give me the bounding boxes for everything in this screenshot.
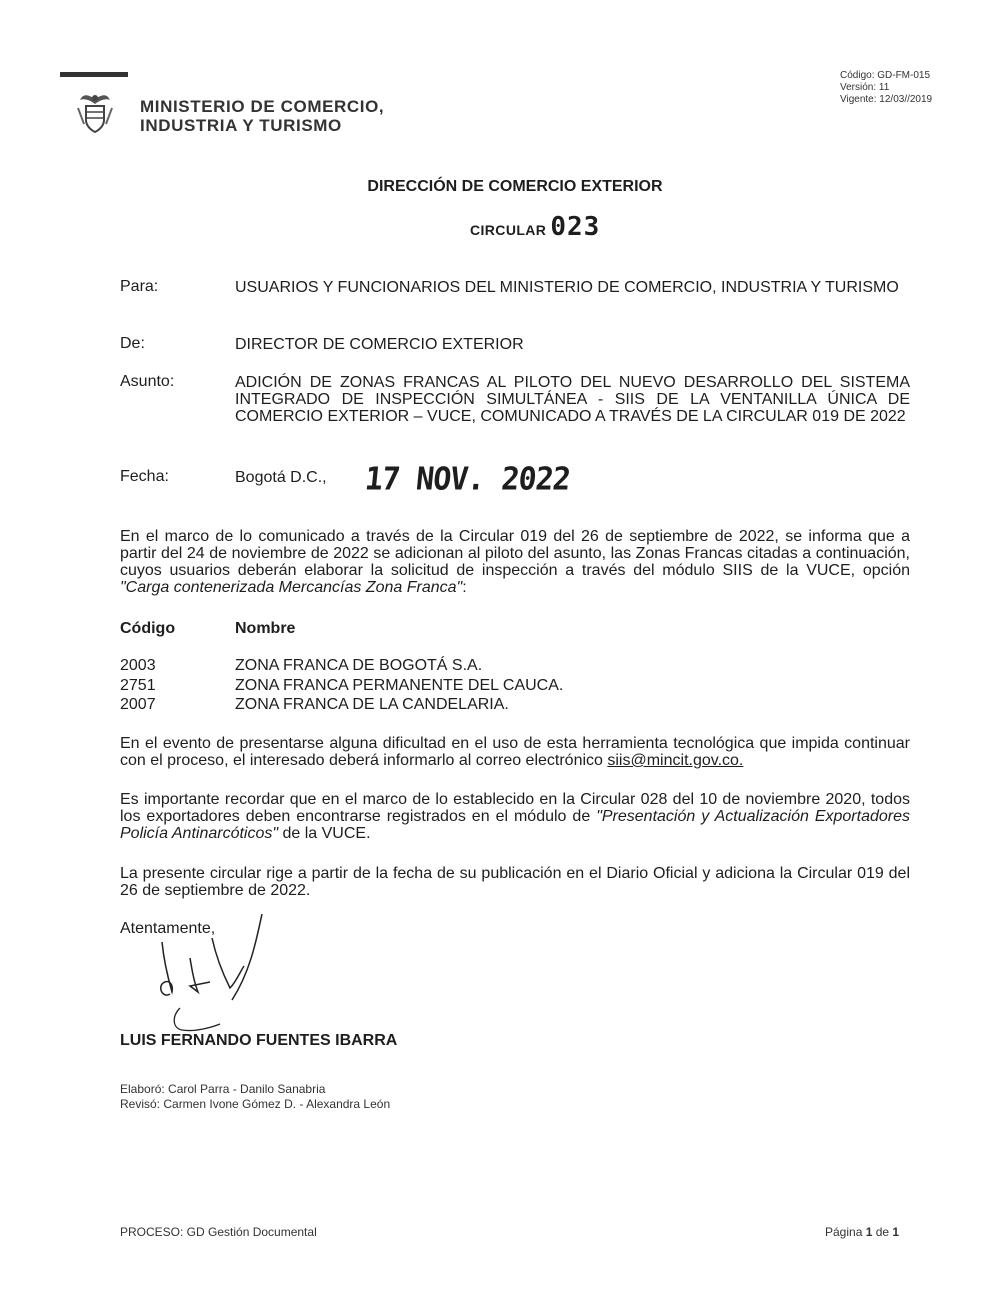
- table-row: [120, 677, 563, 694]
- prepared-by: Elaboró: Carol Parra - Danilo Sanabria: [120, 1082, 326, 1096]
- circular-number: 023: [550, 212, 601, 242]
- circular-heading: [470, 212, 600, 242]
- page-total: 1: [892, 1225, 900, 1239]
- paragraph-support-text: En el evento de presentarse alguna dificultad en el uso de esta herramienta tecnológica que impida continuar con el proceso, el interesado deberá informarlo al correo electrónico: [120, 735, 910, 769]
- handwritten-signature: [150, 912, 280, 1042]
- zone-code: 2003: [120, 657, 156, 674]
- zone-code: 2751: [120, 677, 156, 694]
- date-stamp: 17 NOV. 2022: [363, 461, 572, 498]
- paragraph-support: [120, 735, 910, 769]
- footer-page-number: [825, 1225, 899, 1239]
- fecha-label: Fecha:: [120, 468, 169, 485]
- support-email-link[interactable]: siis@mincit.gov.co.: [607, 752, 744, 769]
- paragraph-validity: La presente circular rige a partir de la fecha de su publicación en el Diario Oficial y adiciona la Circular 019 del 26 de septiembre de 2022.: [120, 865, 910, 899]
- paragraph-intro: [120, 528, 910, 596]
- paragraph-reminder-end: de la VUCE.: [278, 825, 371, 842]
- table-row: [120, 657, 482, 674]
- doc-valid-date: Vigente: 12/03//2019: [840, 94, 933, 105]
- zones-table-header: [120, 620, 295, 637]
- paragraph-intro-end: :: [462, 579, 467, 596]
- table-row: [120, 696, 509, 713]
- ministry-name: [140, 97, 384, 135]
- paragraph-reminder-text: Es importante recordar que en el marco de lo establecido en la Circular 028 del 10 de noviembre 2020, todos los exportadores deben encontrarse registrados en el módulo de: [120, 791, 910, 825]
- zone-name: ZONA FRANCA PERMANENTE DEL CAUCA.: [235, 677, 564, 694]
- para-value: USUARIOS Y FUNCIONARIOS DEL MINISTERIO DE COMERCIO, INDUSTRIA Y TURISMO: [235, 279, 899, 296]
- page-prefix: Página: [825, 1225, 866, 1239]
- doc-version: Versión: 11: [840, 82, 890, 93]
- document-meta: [840, 70, 932, 106]
- doc-code: Código: GD-FM-015: [840, 70, 931, 81]
- circular-label: CIRCULAR: [470, 222, 547, 238]
- para-label: Para:: [120, 278, 159, 295]
- fecha-city: Bogotá D.C.,: [235, 469, 327, 486]
- asunto-value: ADICIÓN DE ZONAS FRANCAS AL PILOTO DEL NUEVO DESARROLLO DEL SISTEMA INTEGRADO DE INSPECCIÓN SIMULTÁNEA - SIIS DE LA VENTANILLA ÚNICA DE COMERCIO EXTERIOR – VUCE, COMUNICADO A TRAVÉS DE LA CIRCULAR 019 DE 2022: [235, 374, 910, 425]
- ministry-line-2: INDUSTRIA Y TURISMO: [140, 116, 342, 135]
- reviewed-by: Revisó: Carmen Ivone Gómez D. - Alexandra León: [120, 1097, 391, 1111]
- zone-name: ZONA FRANCA DE LA CANDELARIA.: [235, 696, 509, 713]
- paragraph-reminder-italic: "Presentación y Actualización Exportadores Policía Antinarcóticos": [120, 808, 910, 842]
- scan-artifact-bar: [60, 72, 128, 77]
- directorate-title: DIRECCIÓN DE COMERCIO EXTERIOR: [367, 178, 663, 195]
- page-current: 1: [865, 1225, 873, 1239]
- salutation: Atentamente,: [120, 920, 216, 937]
- coat-of-arms-icon: [74, 90, 116, 136]
- page-of: de: [872, 1225, 893, 1239]
- paragraph-intro-italic: "Carga contenerizada Mercancías Zona Franca": [120, 579, 463, 596]
- paragraph-reminder: [120, 791, 910, 842]
- zone-code: 2007: [120, 696, 156, 713]
- name-column-header: Nombre: [235, 620, 296, 637]
- de-label: De:: [120, 335, 145, 352]
- zone-name: ZONA FRANCA DE BOGOTÁ S.A.: [235, 657, 483, 674]
- ministry-line-1: MINISTERIO DE COMERCIO,: [140, 97, 385, 116]
- de-value: DIRECTOR DE COMERCIO EXTERIOR: [235, 336, 524, 353]
- footer-process: PROCESO: GD Gestión Documental: [120, 1225, 317, 1239]
- signer-name: LUIS FERNANDO FUENTES IBARRA: [120, 1032, 398, 1049]
- code-column-header: Código: [120, 620, 176, 637]
- asunto-label: Asunto:: [120, 373, 175, 390]
- paragraph-intro-text: En el marco de lo comunicado a través de la Circular 019 del 26 de septiembre de 2022, se informa que a partir del 24 de noviembre de 2022 se adicionan al piloto del asunto, las Zonas Francas citadas a continuación, cuyos usuarios deberán elaborar la solicitud de inspección a través del módulo SIIS de la VUCE, opción: [120, 528, 910, 579]
